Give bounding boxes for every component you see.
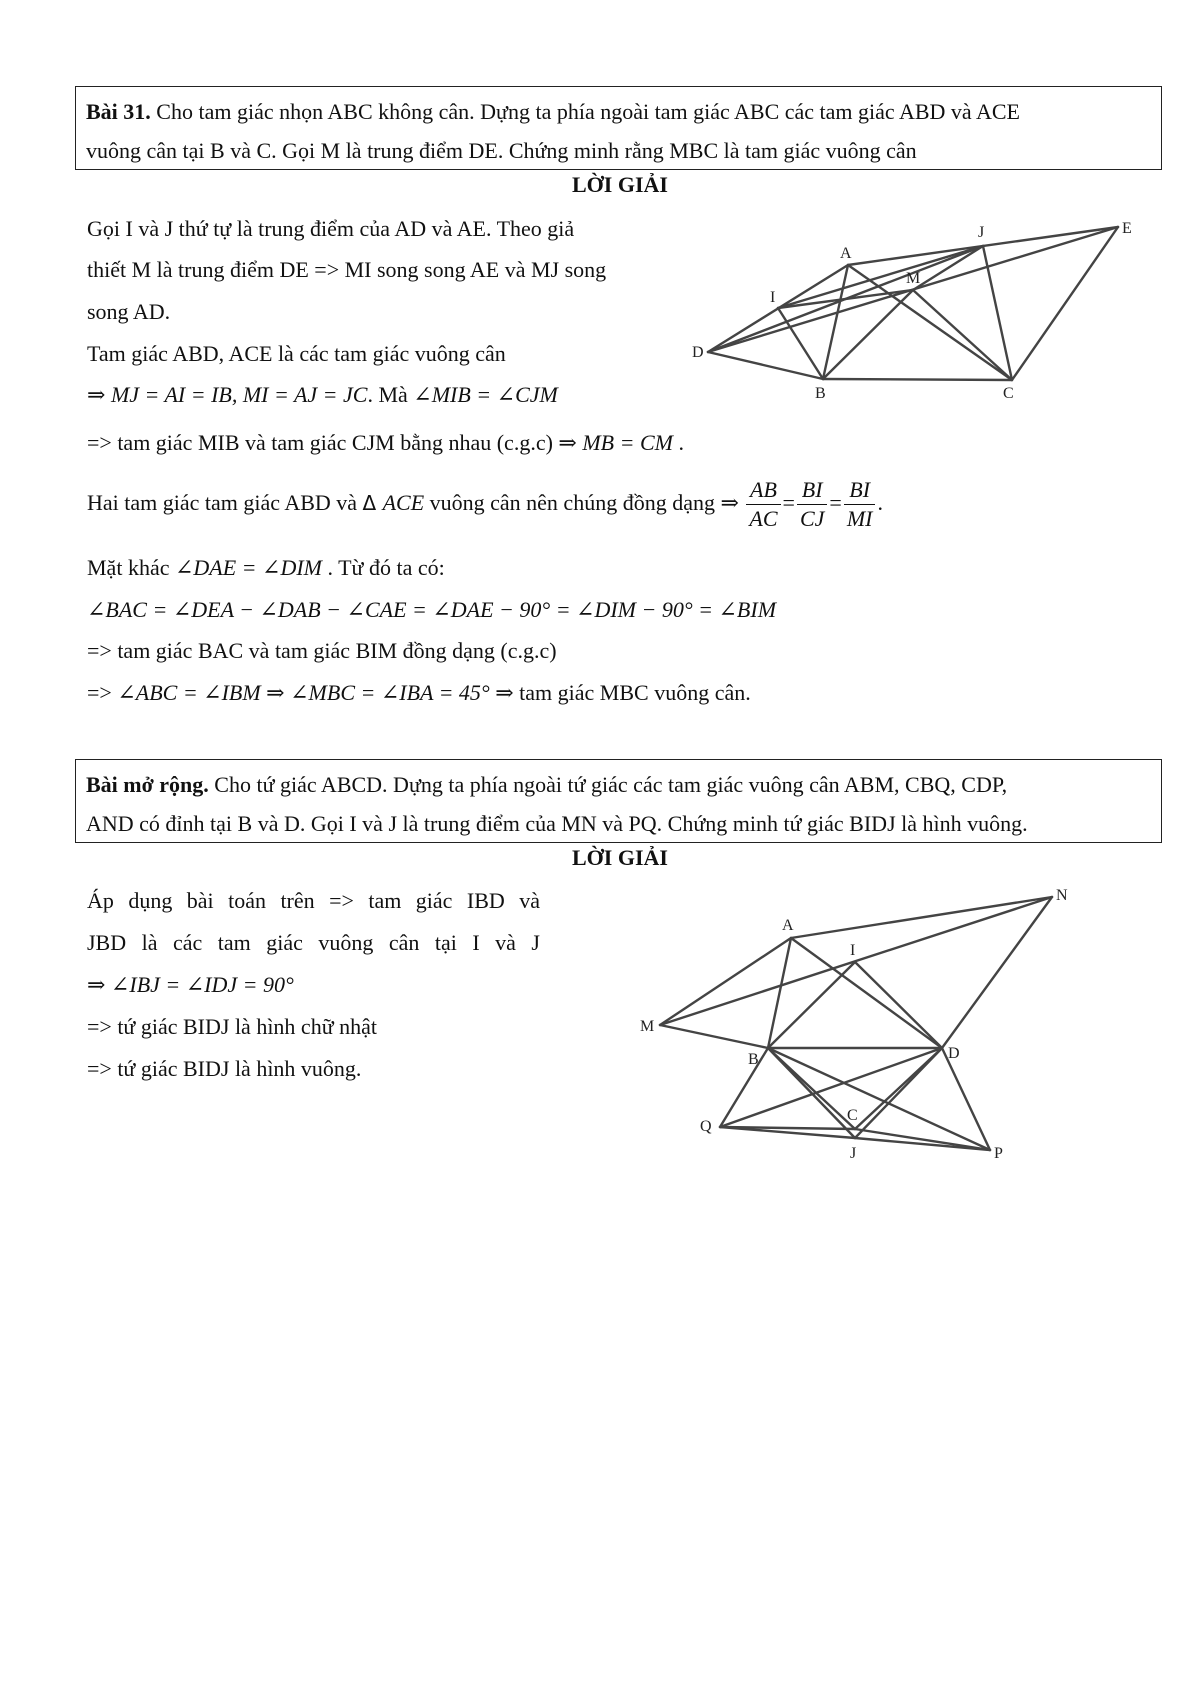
seg-a-d: [791, 938, 942, 1048]
similar-text2: vuông cân nên chúng đồng dạng: [424, 490, 721, 515]
solext-l3: ⇒ ∠IBJ = ∠IDJ = 90°: [87, 972, 294, 997]
seg-b-q: [720, 1048, 768, 1127]
solext-l1: Áp dụng bài toán trên => tam giác IBD và: [87, 888, 540, 913]
seg-n-d: [942, 897, 1052, 1048]
period: .: [877, 490, 883, 515]
label-b: B: [815, 385, 826, 402]
other-math: ∠DAE = ∠DIM: [174, 555, 322, 580]
sol31-final: [87, 680, 751, 706]
seg-m-n: [660, 897, 1052, 1025]
eq-sign-2: =: [829, 490, 842, 515]
congruent-end: .: [672, 430, 684, 455]
seg-j-b: [768, 1048, 855, 1138]
problem-ext-text1: Cho tứ giác ABCD. Dựng ta phía ngoài tứ giác các tam giác vuông cân ABM, CBQ, CDP,: [208, 772, 1008, 797]
eq-sign-1: =: [782, 490, 795, 515]
label-d: D: [692, 344, 704, 361]
sol31-eq1: [87, 382, 558, 408]
problem-ext-box: [75, 759, 1162, 843]
figure-2-quadrilateral-abcd: [620, 880, 1090, 1175]
seg-m-a: [660, 938, 791, 1025]
implies-symbol: ⇒: [87, 382, 111, 407]
fraction-bi-cj: [797, 476, 827, 533]
sol31-angle-equation: ∠BAC = ∠DEA − ∠DAB − ∠CAE = ∠DAE − 90° = ∠DIM − 90° = ∠BIM: [87, 597, 777, 622]
problem-ext-line1: [86, 764, 1151, 806]
fraction-bi-mi: [844, 476, 876, 533]
final-start: =>: [87, 680, 118, 705]
label-i: I: [770, 289, 776, 306]
frac3-num: BI: [844, 476, 876, 505]
seg-c-a: [848, 265, 1012, 380]
label-c: C: [847, 1107, 858, 1124]
seg-a-b: [768, 938, 791, 1048]
solution-heading-2: LỜI GIẢI: [572, 845, 668, 870]
sol31-similar: [87, 472, 883, 534]
seg-d-b: [708, 352, 823, 379]
solution-heading-1: LỜI GIẢI: [572, 172, 668, 197]
label-e: E: [1122, 220, 1132, 237]
sol31-p1-l3: song AD.: [87, 299, 171, 324]
seg-c-e: [1012, 227, 1118, 380]
seg-a-b: [823, 265, 848, 379]
implies-symbol-2: ⇒: [720, 490, 739, 515]
congruent-text: => tam giác MIB và tam giác CJM bằng nhau (c.g.c): [87, 430, 559, 455]
problem-31-text1: Cho tam giác nhọn ABC không cân. Dựng ta phía ngoài tam giác ABC các tam giác ABD và ACE: [150, 99, 1020, 124]
other-text: Mặt khác: [87, 555, 175, 580]
solext-l5: => tứ giác BIDJ là hình vuông.: [87, 1056, 362, 1081]
seg-d-p: [942, 1048, 990, 1150]
label-j: J: [978, 224, 985, 241]
label-p: P: [994, 1145, 1003, 1162]
label-m: M: [906, 270, 921, 287]
seg-i-d: [855, 962, 942, 1048]
frac1-num: AB: [746, 476, 780, 505]
figure-1-triangle-abc: [680, 205, 1150, 420]
seg-m-b: [660, 1025, 768, 1048]
sol31-p1-l2: thiết M là trung điểm DE => MI song song AE và MJ song: [87, 257, 607, 282]
label-m: M: [640, 1018, 655, 1035]
problem-ext-line2: AND có đỉnh tại B và D. Gọi I và J là trung điểm của MN và PQ. Chứng minh tứ giác BIDJ là hình vuông.: [86, 811, 1028, 836]
solext-l2: JBD là các tam giác vuông cân tại I và J: [87, 930, 540, 955]
eq1-mid: . Mà: [367, 382, 414, 407]
label-j: J: [850, 1145, 857, 1162]
eq1b-math: ∠MIB = ∠CJM: [413, 382, 558, 407]
label-n: N: [1056, 887, 1068, 904]
problem-31-label: Bài 31.: [86, 99, 151, 124]
frac3-den: MI: [846, 506, 873, 532]
fraction-ab-ac: [746, 476, 780, 533]
label-a: A: [782, 917, 794, 934]
other-end: . Từ đó ta có:: [322, 555, 445, 580]
sol31-other: [87, 555, 445, 581]
frac2-den: CJ: [799, 506, 825, 532]
problem-31-line1: [86, 91, 1151, 133]
problem-31-line2: vuông cân tại B và C. Gọi M là trung điểm DE. Chứng minh rằng MBC là tam giác vuông cân: [86, 138, 917, 163]
label-q: Q: [700, 1118, 712, 1135]
seg-b-c: [823, 379, 1012, 380]
delta-symbol: Δ: [362, 491, 383, 515]
seg-j-c: [983, 246, 1012, 380]
congruent-math: ⇒ MB = CM: [558, 430, 673, 455]
label-c: C: [1003, 385, 1014, 402]
final-math: ∠ABC = ∠IBM ⇒ ∠MBC = ∠IBA = 45° ⇒: [117, 680, 514, 705]
solext-l4: => tứ giác BIDJ là hình chữ nhật: [87, 1014, 377, 1039]
seg-m-c: [913, 290, 1012, 380]
similar-text: Hai tam giác tam giác ABD và: [87, 490, 363, 515]
label-d: D: [948, 1045, 960, 1062]
eq1-math: MJ = AI = IB, MI = AJ = JC: [110, 382, 368, 407]
problem-ext-label: Bài mở rộng.: [86, 772, 209, 797]
final-end: tam giác MBC vuông cân.: [513, 680, 751, 705]
similar-ace: ACE: [382, 490, 425, 515]
sol31-p2: Tam giác ABD, ACE là các tam giác vuông cân: [87, 341, 506, 366]
sol31-congruent: [87, 430, 684, 456]
sol31-similar2: => tam giác BAC và tam giác BIM đồng dạng (c.g.c): [87, 638, 557, 663]
problem-31-box: [75, 86, 1162, 170]
sol31-p1-l1: Gọi I và J thứ tự là trung điểm của AD và AE. Theo giả: [87, 216, 575, 241]
frac2-num: BI: [797, 476, 827, 505]
label-b: B: [748, 1051, 759, 1068]
label-a: A: [840, 245, 852, 262]
label-i: I: [850, 942, 856, 959]
seg-a-n: [791, 897, 1052, 938]
frac1-den: AC: [749, 506, 778, 532]
